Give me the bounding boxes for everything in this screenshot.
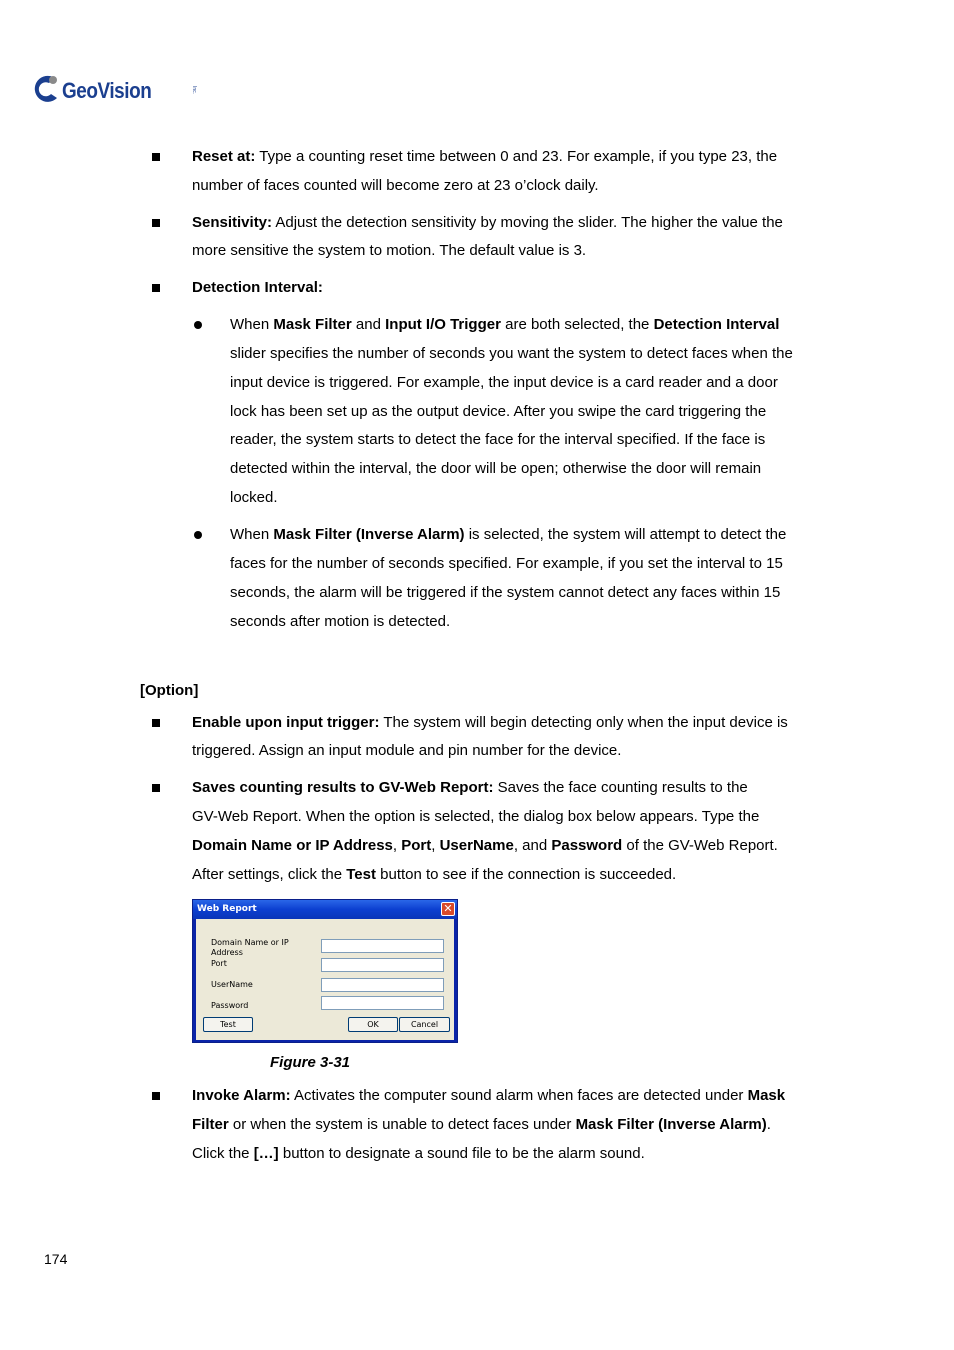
- saves-line-3: Domain Name or IP Address, Port, UserName, and Password of the GV-Web Report.: [192, 837, 778, 854]
- sub1-line-5: reader, the system starts to detect the face for the interval specified. If the face is: [230, 431, 766, 448]
- username-input[interactable]: [321, 978, 444, 992]
- square-bullet: [152, 719, 160, 727]
- invoke-line-2: Filter or when the system is unable to detect faces under Mask Filter (Inverse Alarm).: [192, 1116, 771, 1133]
- port-input[interactable]: [321, 958, 444, 972]
- sensitivity-line-2: more sensitive the system to motion. The default value is 3.: [192, 242, 587, 259]
- reset-line-1: Reset at: Type a counting reset time between 0 and 23. For example, if you type 23, the: [192, 148, 778, 165]
- password-input[interactable]: [321, 996, 444, 1010]
- enable-line-2: triggered. Assign an input module and pin number for the device.: [192, 742, 622, 759]
- option-heading: [Option]: [140, 682, 199, 699]
- sub2-line-1: When Mask Filter (Inverse Alarm) is selected, the system will attempt to detect the: [230, 526, 787, 543]
- sub1-line-4: lock has been set up as the output device. After you swipe the card triggering the: [230, 403, 767, 420]
- web-report-dialog: [192, 899, 458, 1043]
- saves-line-2: GV-Web Report. When the option is selected, the dialog box below appears. Type the: [192, 808, 760, 825]
- detection-interval-heading: Detection Interval:: [192, 279, 323, 296]
- square-bullet: [152, 153, 160, 161]
- square-bullet: [152, 1092, 160, 1100]
- dialog-body: [196, 919, 454, 1040]
- saves-line-1: Saves counting results to GV-Web Report: Saves the face counting results to the: [192, 779, 748, 796]
- ok-button[interactable]: OK: [348, 1017, 398, 1032]
- dialog-title: Web Report: [197, 904, 257, 914]
- round-bullet: [194, 321, 202, 329]
- domain-label-line-1: Domain Name or IP: [211, 938, 289, 947]
- close-icon[interactable]: ✕: [441, 902, 455, 916]
- square-bullet: [152, 219, 160, 227]
- reset-line-2: number of faces counted will become zero at 23 o’clock daily.: [192, 177, 599, 194]
- sub1-line-2: slider specifies the number of seconds you want the system to detect faces when the: [230, 345, 793, 362]
- domain-label-line-2: Address: [211, 948, 243, 957]
- round-bullet: [194, 531, 202, 539]
- geovision-logo-icon: [31, 72, 61, 108]
- sub1-line-3: input device is triggered. For example, the input device is a card reader and a door: [230, 374, 778, 391]
- sub1-line-1: When Mask Filter and Input I/O Trigger are both selected, the Detection Interval: [230, 316, 780, 333]
- sensitivity-line-1: Sensitivity: Adjust the detection sensitivity by moving the slider. The higher the value the: [192, 214, 783, 231]
- geovision-logo: [31, 72, 197, 108]
- page-number: 174: [44, 1251, 68, 1267]
- enable-line-1: Enable upon input trigger: The system will begin detecting only when the input device is: [192, 714, 788, 731]
- invoke-line-1: Invoke Alarm: Activates the computer sound alarm when faces are detected under Mask: [192, 1087, 786, 1104]
- domain-input[interactable]: [321, 939, 444, 953]
- logo-text: GeoVision: [62, 78, 152, 103]
- sub2-line-4: seconds after motion is detected.: [230, 613, 451, 630]
- cancel-button[interactable]: Cancel: [399, 1017, 450, 1032]
- password-label: Password: [211, 1001, 249, 1010]
- sub1-line-7: locked.: [230, 489, 278, 506]
- invoke-line-3: Click the […] button to designate a sound file to be the alarm sound.: [192, 1145, 645, 1162]
- port-label: Port: [211, 959, 227, 968]
- square-bullet: [152, 284, 160, 292]
- dialog-title-bar: [193, 900, 457, 919]
- test-button[interactable]: Test: [203, 1017, 253, 1032]
- username-label: UserName: [211, 980, 253, 989]
- sub1-line-6: detected within the interval, the door will be open; otherwise the door will remain: [230, 460, 762, 477]
- square-bullet: [152, 784, 160, 792]
- logo-tm: Inc.: [191, 86, 197, 95]
- sub2-line-2: faces for the number of seconds specified. For example, if you set the interval to 15: [230, 555, 783, 572]
- saves-line-4: After settings, click the Test button to see if the connection is succeeded.: [192, 866, 677, 883]
- figure-caption: Figure 3-31: [270, 1054, 351, 1071]
- sub2-line-3: seconds, the alarm will be triggered if the system cannot detect any faces within 15: [230, 584, 781, 601]
